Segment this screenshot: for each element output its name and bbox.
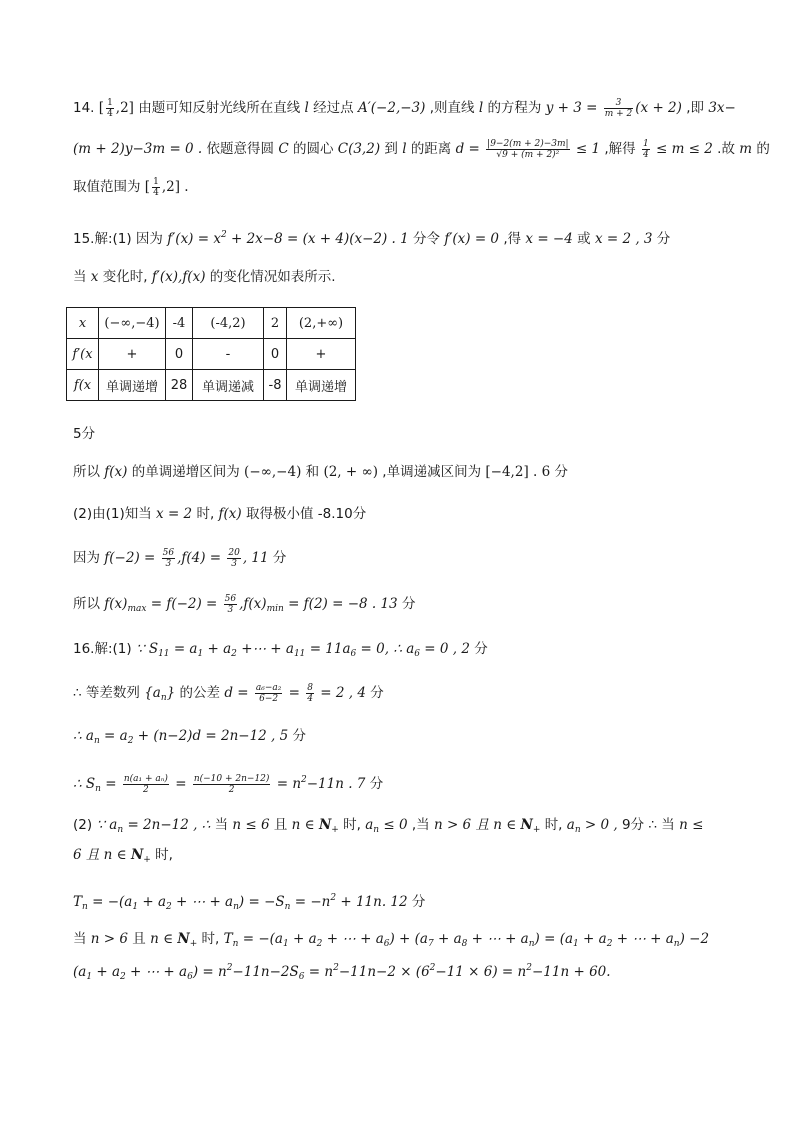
p15-line-5 (73, 548, 286, 569)
text: 分令 (413, 231, 441, 247)
math: $T_n = -(a_1 + a_2$ + ⋯ + $a_n) = -S_n = -n^2 + 11n$. 12 (73, 893, 408, 912)
p16-line-1 (73, 639, 488, 664)
math: C(3,2) (337, 141, 381, 157)
table-cell: 单调递增 (99, 370, 166, 401)
math: x = −4 (525, 231, 573, 247)
text: 所以 (73, 596, 100, 612)
math: n ∈ $N_+$ (291, 817, 339, 835)
table-cell: x (67, 308, 99, 339)
math: x (90, 269, 99, 285)
table-cell: 2 (264, 308, 287, 339)
p16-line-8 (73, 929, 709, 954)
text: 当 (73, 931, 87, 947)
text: 的公差 (179, 685, 221, 701)
text: 由题可知反射光线所在直线 (138, 100, 301, 116)
p16-line-5 (73, 815, 703, 840)
p15-line-3 (73, 462, 568, 482)
math: $f(x)_{max} = f(-2)$ = $\frac{56}{3}$ $,f(x)_{min} = f(2) = -8$ . 13 (104, 594, 398, 615)
text: 的圆心 (292, 141, 334, 157)
p14-line-1 (73, 98, 736, 119)
math: m (739, 141, 753, 157)
text: 分 (272, 550, 287, 566)
math: x = 2 (156, 506, 193, 522)
math: $T_n = -(a_1 + a_2$ + ⋯ + $a_6) + (a_7 + a_8$ + ⋯ + $a_n) = (a_1 + a_2$ + ⋯ + $a_n) -2$ (223, 931, 710, 949)
text: 变化时, (102, 269, 148, 285)
text: .故 (717, 141, 735, 157)
table-row (67, 370, 356, 401)
text: 分 (369, 776, 384, 792)
table-cell: 0 (264, 339, 287, 370)
p16-line-3 (73, 726, 306, 751)
table-row (67, 308, 356, 339)
text: 时, (544, 817, 563, 833)
math: n > 6 且 n ∈ $N_+$ (433, 817, 541, 835)
math: n > 6 (90, 931, 128, 947)
math: f(x) (218, 506, 242, 522)
text: ,即 (686, 100, 705, 116)
text: 时, (343, 817, 361, 833)
text: 所以 (73, 464, 100, 480)
math: $\frac{1}{4}$ ≤ m ≤ 2 (642, 139, 713, 160)
text: 分 (292, 728, 307, 744)
math: x = 2 , 3 (594, 231, 653, 247)
text: 且 (132, 931, 146, 947)
text: 或 (577, 231, 591, 247)
table-cell: -4 (166, 308, 193, 339)
table-cell: + (99, 339, 166, 370)
text: 依题意得圆 (206, 141, 275, 157)
text: 且 (273, 817, 288, 833)
math: ∴ (73, 685, 82, 701)
table-cell: 28 (166, 370, 193, 401)
text: 和 (305, 464, 320, 480)
text: 的方程为 (487, 100, 542, 116)
math: f(−2) = $\frac{56}{3}$ ,f(4) = $\frac{20}{3}$ , 11 (104, 548, 269, 569)
text: 取得极小值 -8.10分 (246, 506, 367, 522)
math: C (278, 141, 289, 157)
p15-line-6 (73, 594, 415, 619)
text: 9分 (622, 817, 645, 833)
table-cell: (-4,2) (193, 308, 264, 339)
table-cell: f(x (67, 370, 99, 401)
text: 的变化情况如表所示. (209, 269, 336, 285)
p16-line-6 (73, 845, 173, 870)
text: 时, (196, 506, 215, 522)
table-row (67, 339, 356, 370)
table-cell: -8 (264, 370, 287, 401)
text: 的距离 (410, 141, 452, 157)
table-cell: (2,+∞) (287, 308, 356, 339)
table-cell: - (193, 339, 264, 370)
table-cell: (−∞,−4) (99, 308, 166, 339)
math: 6 且 n ∈ $N_+$ (73, 847, 151, 865)
text: 的单调递增区间为 (131, 464, 240, 480)
text: 15.解:(1) 因为 (73, 231, 163, 247)
p16-line-7 (73, 888, 425, 917)
math: (−∞,−4) (244, 464, 302, 480)
problem-number: 14. (73, 100, 95, 116)
math: l (304, 100, 309, 116)
math: l (478, 100, 484, 116)
math-interval: [ $\frac{1}{4}$ ,2] . (144, 177, 189, 198)
text: 取值范围为 (73, 179, 141, 195)
math: 3x− (708, 100, 736, 116)
p15-five-points: 5分 (73, 426, 96, 442)
text: 分 (401, 596, 416, 612)
text: 分 (474, 641, 488, 657)
math: ∴ $S_n$ = $\frac{\text{n(a₁ + aₙ)}}{2}$ = $\frac{n(-10 + 2n-12)}{2}$ = $n^2-11n$ . 7 (73, 774, 366, 795)
p14-line-2 (73, 139, 770, 160)
text: 当 (214, 817, 229, 833)
text: ,解得 (604, 141, 636, 157)
table-cell: 0 (166, 339, 193, 370)
math: $f'(x) = x^2 + 2x-8 = (x + 4)(x-2)$ . 1 (167, 230, 409, 247)
math: $\{a_n\}$ (144, 685, 176, 703)
text: 时, (155, 847, 173, 863)
math: n ≤ (679, 817, 704, 833)
math: n ≤ 6 (232, 817, 270, 833)
math: ($a_1 + a_2$ + ⋯ + $a_6) = n^2-11n-2S_6 = n^2-11n-2 \times (6^2-11 \times 6) = n^2-11n + 60$. (73, 963, 611, 982)
table-cell: 单调递增 (287, 370, 356, 401)
math: ∵ $a_n = 2n-12$ , ∴ (96, 817, 211, 835)
math: A′(−2,−3) (357, 100, 426, 116)
text: 16.解:(1) (73, 641, 132, 657)
p15-line-2 (73, 267, 336, 287)
table-cell: + (287, 339, 356, 370)
text: 当 (661, 817, 675, 833)
text: (2)由(1)知当 (73, 506, 152, 522)
math-interval: [ $\frac{1}{4}$ ,2] (98, 98, 134, 119)
math: f(x) (104, 464, 128, 480)
text: ,单调递减区间为 (382, 464, 482, 480)
math: [−4,2] . 6 (485, 464, 551, 480)
math: ∴ $a_n = a_2 + (n-2)d = 2n-12$ , 5 (73, 728, 289, 746)
math: y + 3 = $\frac{3}{m + 2}$ (x + 2) (545, 98, 682, 119)
math: ∴ (648, 817, 657, 833)
math: d = $\frac{\text{a₆−a₂}}{6-2}$ = $\frac{8}{4}$ = 2 , 4 (224, 683, 366, 704)
text: 因为 (73, 550, 100, 566)
text: ,得 (503, 231, 522, 247)
text: 分 (370, 685, 384, 701)
text: 分 (411, 894, 426, 910)
math: $a_n > 0$ , (566, 817, 618, 835)
math: (m + 2)y−3m = 0 . (73, 141, 203, 157)
math: ∵ $S_{11} = a_1 + a_2$ +⋯ + $a_{11} = 11a_6 = 0$, ∴ $a_6 = 0$ , 2 (135, 641, 470, 659)
text: 到 (384, 141, 398, 157)
text: 时, (201, 931, 220, 947)
variation-table (66, 307, 356, 401)
p16-line-2 (73, 683, 384, 708)
p15-line-1 (73, 225, 670, 249)
math: n ∈ $N_+$ (150, 931, 198, 949)
p16-line-9 (73, 958, 611, 987)
math: (2, + ∞) (323, 464, 378, 480)
math: d = $\frac{|9-2(m + 2)-3m|}{\text{√9 + (m + 2)²}}$ ≤ 1 (455, 139, 601, 160)
text: (2) (73, 817, 93, 833)
text: ,当 (411, 817, 430, 833)
math: l (402, 141, 407, 157)
text: ,则直线 (429, 100, 475, 116)
text: 分 (554, 464, 568, 480)
p16-line-4 (73, 770, 383, 799)
math: $a_n \le 0$ (365, 817, 408, 835)
text: 分 (656, 231, 671, 247)
p14-line-3 (73, 177, 189, 198)
math: f′(x) = 0 (444, 231, 500, 247)
text: 等差数列 (85, 685, 140, 701)
text: 当 (73, 269, 87, 285)
math: f′(x),f(x) (151, 269, 206, 285)
p15-line-4 (73, 504, 366, 524)
text: 的 (756, 141, 770, 157)
text: 经过点 (313, 100, 354, 116)
table-cell: f′(x (67, 339, 99, 370)
table-cell: 单调递减 (193, 370, 264, 401)
